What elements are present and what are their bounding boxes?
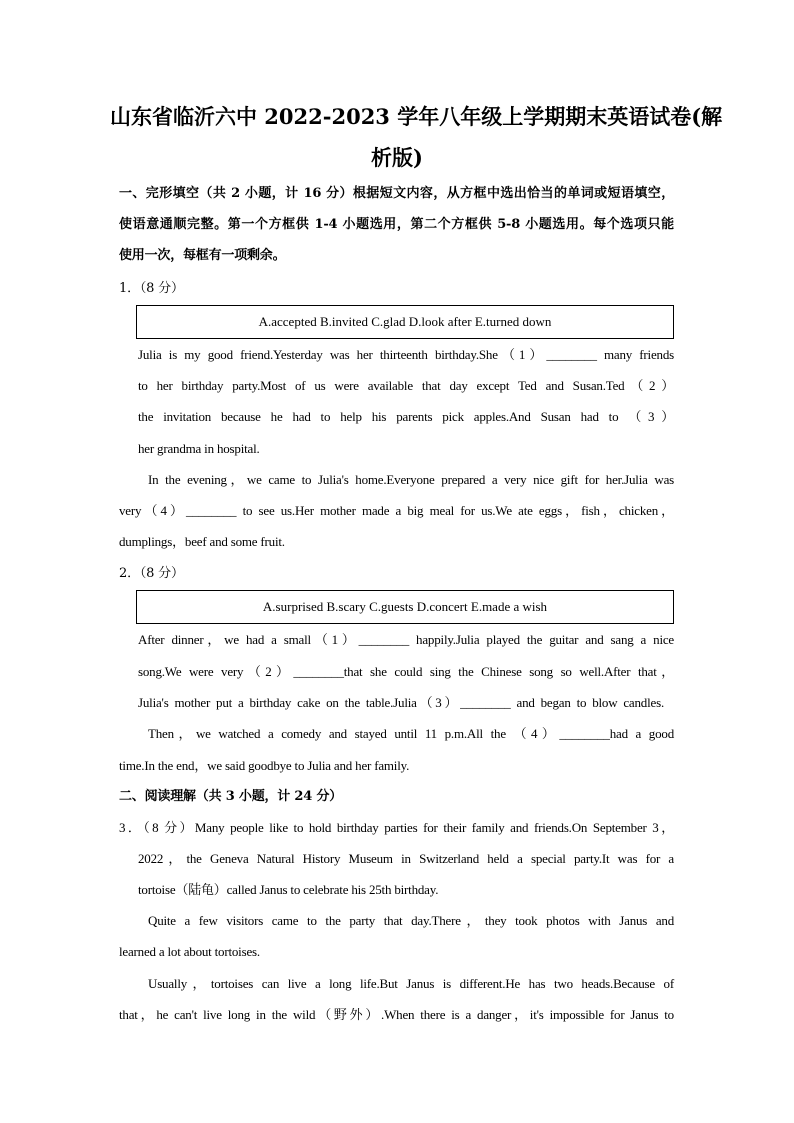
- passage-1-line-5: In the evening，we came to Julia's home.Everyone prepared a very nice gift for her.Julia was: [148, 472, 674, 487]
- passage-3-line-2: 2022，the Geneva Natural History Museum in Switzerland held a special party.It was for a: [138, 851, 674, 866]
- passage-1-line-7: dumplings，beef and some fruit.: [119, 534, 285, 549]
- passage-2-line-3: Julia's mother put a birthday cake on the table.Julia（3）________ and began to blow candles.: [138, 695, 664, 710]
- passage-2-line-2: song.We were very（2）________that she could sing the Chinese song so well.After that，: [138, 664, 674, 679]
- passage-1-line-6: very（4）________ to see us.Her mother made a big meal for us.We ate eggs，fish，chicken，: [119, 503, 674, 518]
- passage-1-line-1: Julia is my good friend.Yesterday was her thirteenth birthday.She（1）________ many friends: [138, 347, 674, 362]
- question-1-header: 1．（8 分）: [119, 281, 184, 296]
- section2-header: 二、阅读理解（共 3 小题，计 24 分）: [119, 789, 343, 804]
- passage-2-line-5: time.In the end，we said goodbye to Julia and her family.: [119, 758, 410, 773]
- document-title-line-2: 析版): [371, 145, 423, 170]
- passage-1-line-3: the invitation because he had to help his parents pick apples.And Susan had to （3）: [138, 409, 674, 424]
- passage-2-line-4: Then，we watched a comedy and stayed until 11 p.m.All the （4）________had a good: [148, 726, 674, 741]
- passage-3-line-7: that，he can't live long in the wild（野外）.When there is a danger，it's impossible for Janus to: [119, 1007, 674, 1022]
- passage-3-line-1: 3．（8 分）Many people like to hold birthday parties for their family and friends.On September 3，: [119, 820, 674, 835]
- section1-instruction-line-1: 一、完形填空（共 2 小题，计 16 分）根据短文内容，从方框中选出恰当的单词或短语填空，: [119, 186, 674, 201]
- section1-instruction-line-3: 使用一次，每框有一项剩余。: [119, 248, 286, 263]
- passage-1-line-4: her grandma in hospital.: [138, 441, 260, 456]
- passage-3-line-4: Quite a few visitors came to the party that day.There，they took photos with Janus and: [148, 913, 674, 928]
- passage-3-line-5: learned a lot about tortoises.: [119, 944, 260, 959]
- passage-3-line-3: tortoise（陆龟）called Janus to celebrate his 25th birthday.: [138, 882, 439, 897]
- passage-1-line-2: to her birthday party.Most of us were available that day except Ted and Susan.Ted（2）: [138, 378, 674, 393]
- question-2-options-box: A.surprised B.scary C.guests D.concert E.made a wish: [136, 590, 674, 624]
- document-title-line-1: 山东省临沂六中 2022-2023 学年八年级上学期期末英语试卷(解: [110, 104, 723, 129]
- passage-3-line-6: Usually，tortoises can live a long life.But Janus is different.He has two heads.Because of: [148, 976, 674, 991]
- section1-instruction-line-2: 使语意通顺完整。第一个方框供 1-4 小题选用，第二个方框供 5-8 小题选用。每个选项只能: [119, 217, 674, 232]
- question-2-header: 2．（8 分）: [119, 566, 184, 581]
- passage-2-line-1: After dinner，we had a small（1）________ happily.Julia played the guitar and sang a nice: [138, 632, 674, 647]
- question-1-options-box: A.accepted B.invited C.glad D.look after E.turned down: [136, 305, 674, 339]
